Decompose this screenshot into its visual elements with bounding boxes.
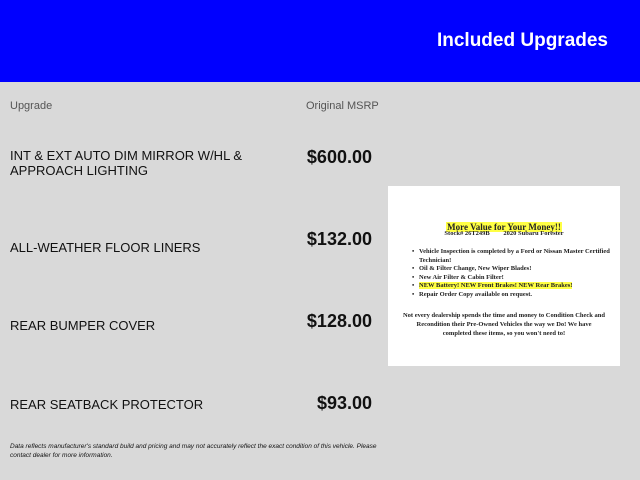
upgrade-name: REAR BUMPER COVER <box>10 318 156 333</box>
notice-title-text: More Value for Your Money!! <box>447 222 561 232</box>
list-item: • Repair Order Copy available on request. <box>412 290 533 298</box>
list-item: • NEW Battery! NEW Front Brakes! NEW Rear Brakes! <box>412 282 573 289</box>
bullet-icon: • <box>412 290 415 298</box>
page-title: Included Upgrades <box>436 30 608 51</box>
bullet-icon: • <box>412 248 415 255</box>
notice-stock-number: Stock# 26T249B <box>444 230 490 237</box>
header-banner <box>0 0 640 82</box>
upgrade-price: $93.00 <box>316 393 372 413</box>
bullet-icon: • <box>412 282 415 289</box>
bullet-icon: • <box>412 265 415 272</box>
upgrade-price: $132.00 <box>306 229 372 249</box>
upgrade-name: INT & EXT AUTO DIM MIRROR W/HL & APPROACH LIGHTING <box>10 148 243 178</box>
column-header-upgrade: Upgrade <box>10 100 53 112</box>
list-item: • Oil & Filter Change, New Wiper Blades! <box>412 265 532 272</box>
list-item: • Vehicle Inspection is completed by a Ford or Nissan Master Certified Technician! <box>412 248 610 264</box>
upgrade-price: $600.00 <box>306 147 372 167</box>
upgrade-name: ALL-WEATHER FLOOR LINERS <box>10 240 201 255</box>
notice-stock-line <box>388 230 620 237</box>
disclaimer: Data reflects manufacturer's standard build and pricing and may not accurately reflect the exact condition of this vehicle. Please contact dealer for more information. <box>10 443 377 459</box>
notice-footer: Not every dealership spends the time and money to Condition Check and Recondition their Pre-Owned Vehicles the way we Do! We have completed these items, so you won't need to! <box>402 312 606 337</box>
list-item: • New Air Filter & Cabin Filter! <box>412 273 504 281</box>
notice-list <box>414 248 614 299</box>
notice-vehicle: 2020 Subaru Forester <box>503 230 564 237</box>
value-notice-image <box>388 186 620 366</box>
upgrade-price: $128.00 <box>306 311 372 331</box>
upgrade-name: REAR SEATBACK PROTECTOR <box>10 397 204 412</box>
bullet-icon: • <box>412 273 415 281</box>
column-header-msrp: Original MSRP <box>306 100 379 112</box>
